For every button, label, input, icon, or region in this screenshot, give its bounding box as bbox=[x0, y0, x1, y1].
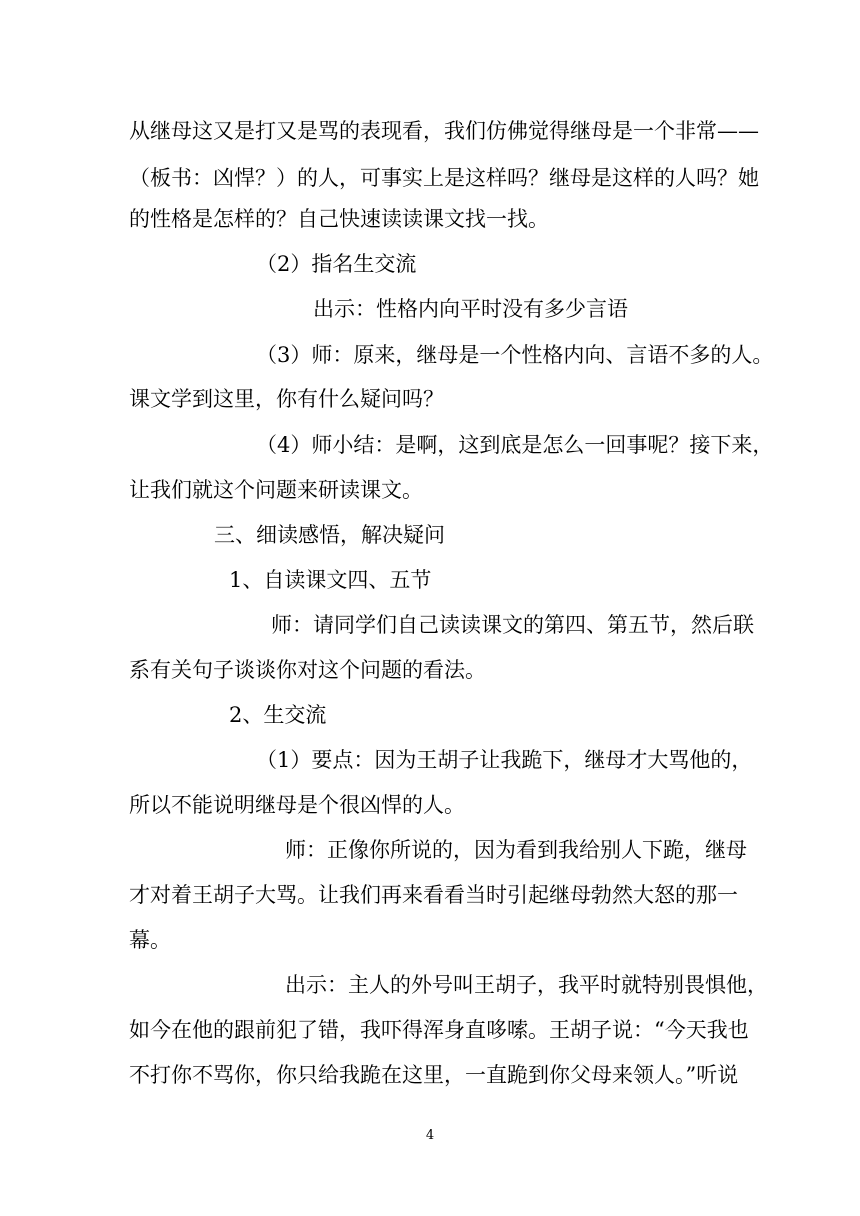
text-line: （1）要点：因为王胡子让我跪下，继母才大骂他的， bbox=[256, 748, 753, 772]
text-line: 师：正像你所说的，因为看到我给别人下跪，继母 bbox=[285, 838, 747, 862]
text-line: 出示：主人的外号叫王胡子，我平时就特别畏惧他， bbox=[285, 973, 768, 997]
text-line: 课文学到这里，你有什么疑问吗？ bbox=[129, 387, 444, 411]
page-number: 4 bbox=[425, 1128, 435, 1143]
text-line: 从继母这又是打又是骂的表现看，我们仿佛觉得继母是一个非常—— bbox=[129, 119, 759, 143]
text-line: 所以不能说明继母是个很凶悍的人。 bbox=[129, 793, 465, 817]
text-line: （2）指名生交流 bbox=[256, 252, 417, 276]
text-line: 幕。 bbox=[129, 928, 171, 952]
text-line: 系有关句子谈谈你对这个问题的看法。 bbox=[129, 658, 486, 682]
text-line: 让我们就这个问题来研读课文。 bbox=[129, 478, 423, 502]
text-line: 2、生交流 bbox=[229, 703, 327, 727]
text-line: 出示：性格内向平时没有多少言语 bbox=[313, 297, 628, 321]
text-line: 的性格是怎样的？自己快速读读课文找一找。 bbox=[129, 207, 549, 231]
text-line: （3）师：原来，继母是一个性格内向、言语不多的人。 bbox=[256, 343, 774, 367]
text-line: 1、自读课文四、五节 bbox=[229, 568, 432, 592]
text-line: （板书：凶悍？）的人，可事实上是这样吗？继母是这样的人吗？她 bbox=[129, 166, 759, 190]
section-heading: 三、细读感悟，解决疑问 bbox=[214, 523, 445, 547]
text-line: 师：请同学们自己读读课文的第四、第五节，然后联 bbox=[271, 613, 754, 637]
text-line: 才对着王胡子大骂。让我们再来看看当时引起继母勃然大怒的那一 bbox=[129, 883, 738, 907]
text-line: 不打你不骂你，你只给我跪在这里，一直跪到你父母来领人。”听说 bbox=[129, 1063, 739, 1087]
text-line: （4）师小结：是啊，这到底是怎么一回事呢？接下来， bbox=[256, 433, 774, 457]
text-line: 如今在他的跟前犯了错，我吓得浑身直哆嗦。王胡子说：“今天我也 bbox=[129, 1018, 749, 1042]
